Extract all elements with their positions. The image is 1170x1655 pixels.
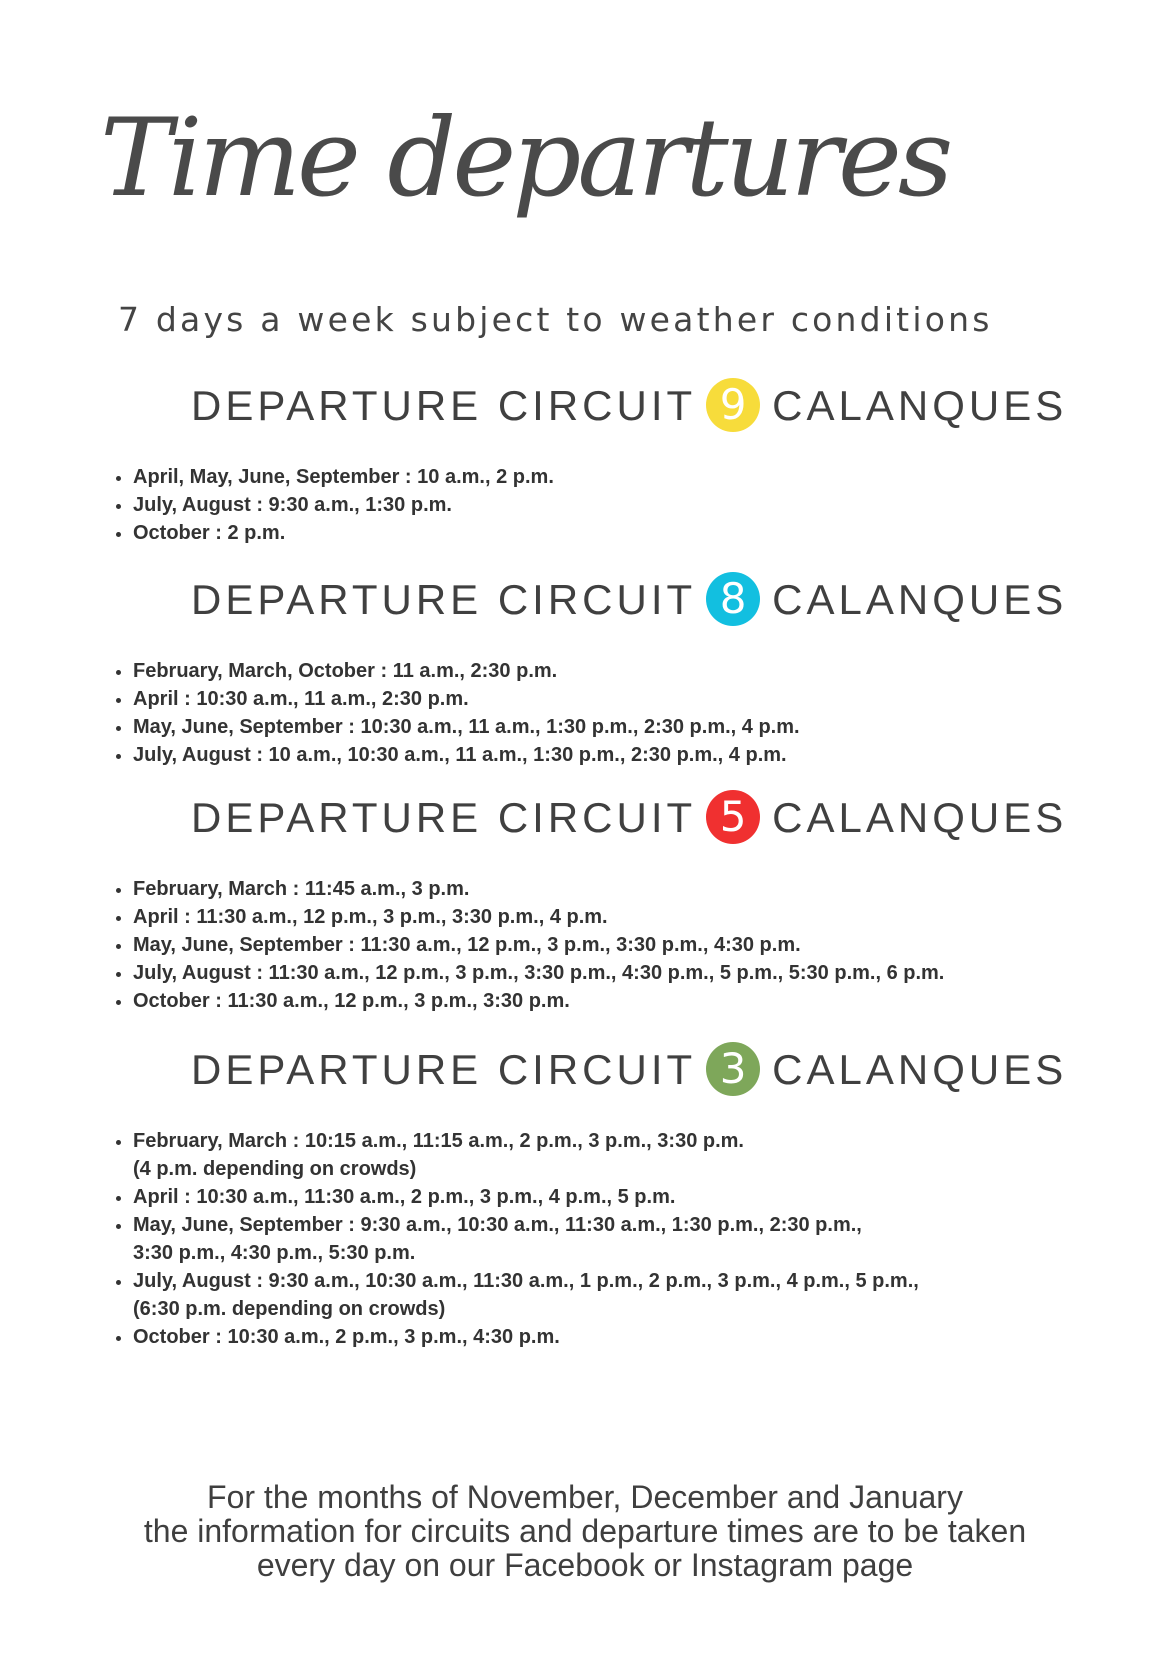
footer-line: the information for circuits and departure times are to be taken	[143, 1513, 1027, 1549]
schedule-item: • February, March, October : 11 a.m., 2:30 p.m.	[133, 657, 800, 685]
circuit-9-heading	[0, 378, 1170, 434]
schedule-item: • April : 10:30 a.m., 11:30 a.m., 2 p.m., 3 p.m., 4 p.m., 5 p.m.	[133, 1183, 919, 1211]
circuit-9-times	[105, 463, 554, 547]
title-script	[90, 70, 950, 250]
circuit-8-heading	[0, 572, 1170, 628]
circuit-prefix: DEPARTURE CIRCUIT	[191, 794, 697, 841]
footer-line: For the months of November, December and January	[207, 1479, 963, 1515]
circuit-8-badge: 8	[706, 572, 760, 626]
schedule-item: • February, March : 11:45 a.m., 3 p.m.	[133, 875, 944, 903]
circuit-3-badge: 3	[706, 1042, 760, 1096]
schedule-item: • July, August : 10 a.m., 10:30 a.m., 11 a.m., 1:30 p.m., 2:30 p.m., 4 p.m.	[133, 741, 800, 769]
schedule-item: • July, August : 11:30 a.m., 12 p.m., 3 p.m., 3:30 p.m., 4:30 p.m., 5 p.m., 5:30 p.m., 6 p.m.	[133, 959, 944, 987]
circuit-3-heading	[0, 1042, 1170, 1098]
circuit-suffix: CALANQUES	[772, 382, 1068, 429]
circuit-prefix: DEPARTURE CIRCUIT	[191, 1046, 697, 1093]
schedule-item: (4 p.m. depending on crowds)	[133, 1158, 417, 1180]
circuit-8-times	[105, 657, 800, 769]
page-title	[90, 70, 950, 250]
circuit-suffix: CALANQUES	[772, 1046, 1068, 1093]
schedule-item: • July, August : 9:30 a.m., 10:30 a.m., 11:30 a.m., 1 p.m., 2 p.m., 3 p.m., 4 p.m., 5 p.m.,	[133, 1267, 919, 1295]
circuit-5-times	[105, 875, 944, 1015]
circuit-3-times	[105, 1127, 919, 1351]
title-text: Time departures	[100, 96, 950, 221]
circuit-suffix: CALANQUES	[772, 794, 1068, 841]
schedule-item: • April, May, June, September : 10 a.m., 2 p.m.	[133, 463, 554, 491]
circuit-prefix: DEPARTURE CIRCUIT	[191, 576, 697, 623]
schedule-item: • May, June, September : 9:30 a.m., 10:30 a.m., 11:30 a.m., 1:30 p.m., 2:30 p.m.,	[133, 1211, 919, 1239]
circuit-5-heading	[0, 790, 1170, 846]
schedule-item: • May, June, September : 10:30 a.m., 11 a.m., 1:30 p.m., 2:30 p.m., 4 p.m.	[133, 713, 800, 741]
schedule-item: (6:30 p.m. depending on crowds)	[133, 1298, 446, 1320]
schedule-item: • May, June, September : 11:30 a.m., 12 p.m., 3 p.m., 3:30 p.m., 4:30 p.m.	[133, 931, 944, 959]
circuit-9-badge: 9	[706, 378, 760, 432]
circuit-suffix: CALANQUES	[772, 576, 1068, 623]
circuit-prefix: DEPARTURE CIRCUIT	[191, 382, 697, 429]
footer-line: every day on our Facebook or Instagram page	[256, 1547, 914, 1583]
footer-note	[0, 1480, 1170, 1582]
schedule-item: • April : 11:30 a.m., 12 p.m., 3 p.m., 3:30 p.m., 4 p.m.	[133, 903, 944, 931]
schedule-item: • October : 10:30 a.m., 2 p.m., 3 p.m., 4:30 p.m.	[133, 1323, 919, 1351]
schedule-item: • October : 2 p.m.	[133, 519, 554, 547]
schedule-item: • July, August : 9:30 a.m., 1:30 p.m.	[133, 491, 554, 519]
schedule-item: • February, March : 10:15 a.m., 11:15 a.m., 2 p.m., 3 p.m., 3:30 p.m.	[133, 1127, 919, 1155]
schedule-item: • October : 11:30 a.m., 12 p.m., 3 p.m., 3:30 p.m.	[133, 987, 944, 1015]
schedule-item: 3:30 p.m., 4:30 p.m., 5:30 p.m.	[133, 1242, 416, 1264]
schedule-item: • April : 10:30 a.m., 11 a.m., 2:30 p.m.	[133, 685, 800, 713]
subtitle: 7 days a week subject to weather conditions	[118, 300, 993, 339]
circuit-5-badge: 5	[706, 790, 760, 844]
